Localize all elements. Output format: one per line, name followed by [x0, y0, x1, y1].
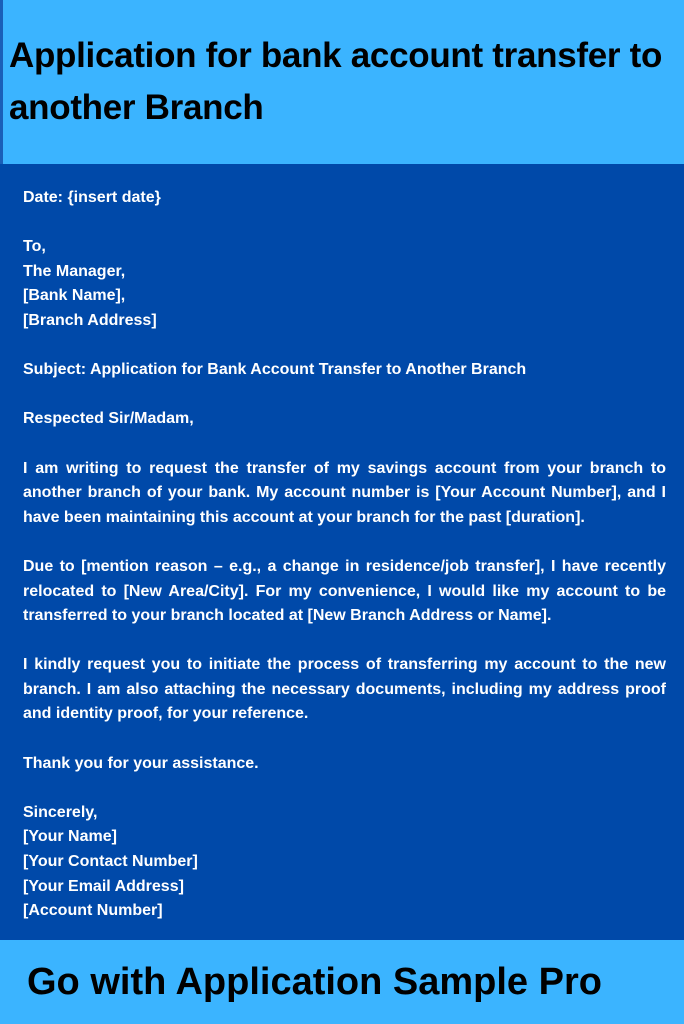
letter-paragraph: I am writing to request the transfer of my savings account from your branch to another branch of your bank. My account number is [Your Account Number], and I have been maintaining this account at your branch for the past [duration].	[23, 459, 666, 526]
closing-line: [Your Name]	[23, 828, 117, 846]
recipient-block	[23, 235, 666, 333]
page-title: Application for bank account transfer to another Branch	[9, 36, 663, 127]
closing-line: [Account Number]	[23, 902, 163, 920]
letter-salutation: Respected Sir/Madam,	[23, 410, 194, 428]
letter-body	[0, 164, 684, 940]
footer-banner	[0, 940, 684, 1024]
recipient-line: The Manager,	[23, 262, 126, 280]
letter-thanks: Thank you for your assistance.	[23, 754, 259, 772]
closing-line: [Your Email Address]	[23, 877, 184, 895]
closing-line: Sincerely,	[23, 803, 98, 821]
closing-block	[23, 801, 666, 924]
letter-date: Date: {insert date}	[23, 189, 161, 206]
footer-tagline: Go with Application Sample Pro	[27, 961, 602, 1003]
letter-subject: Subject: Application for Bank Account Transfer to Another Branch	[23, 361, 527, 379]
recipient-line: [Branch Address]	[23, 311, 157, 329]
header-banner	[0, 0, 684, 164]
closing-line: [Your Contact Number]	[23, 853, 198, 871]
letter-paragraph: I kindly request you to initiate the process of transferring my account to the new branch. I am also attaching the necessary documents, including my address proof and identity proof, for your reference.	[23, 656, 666, 723]
recipient-line: [Bank Name],	[23, 287, 126, 305]
letter-paragraph: Due to [mention reason – e.g., a change in residence/job transfer], I have recently relocated to [New Area/City]. For my convenience, I would like my account to be transferred to your branch located at [New Branch Address or Name].	[23, 557, 666, 625]
recipient-line: To,	[23, 238, 46, 256]
